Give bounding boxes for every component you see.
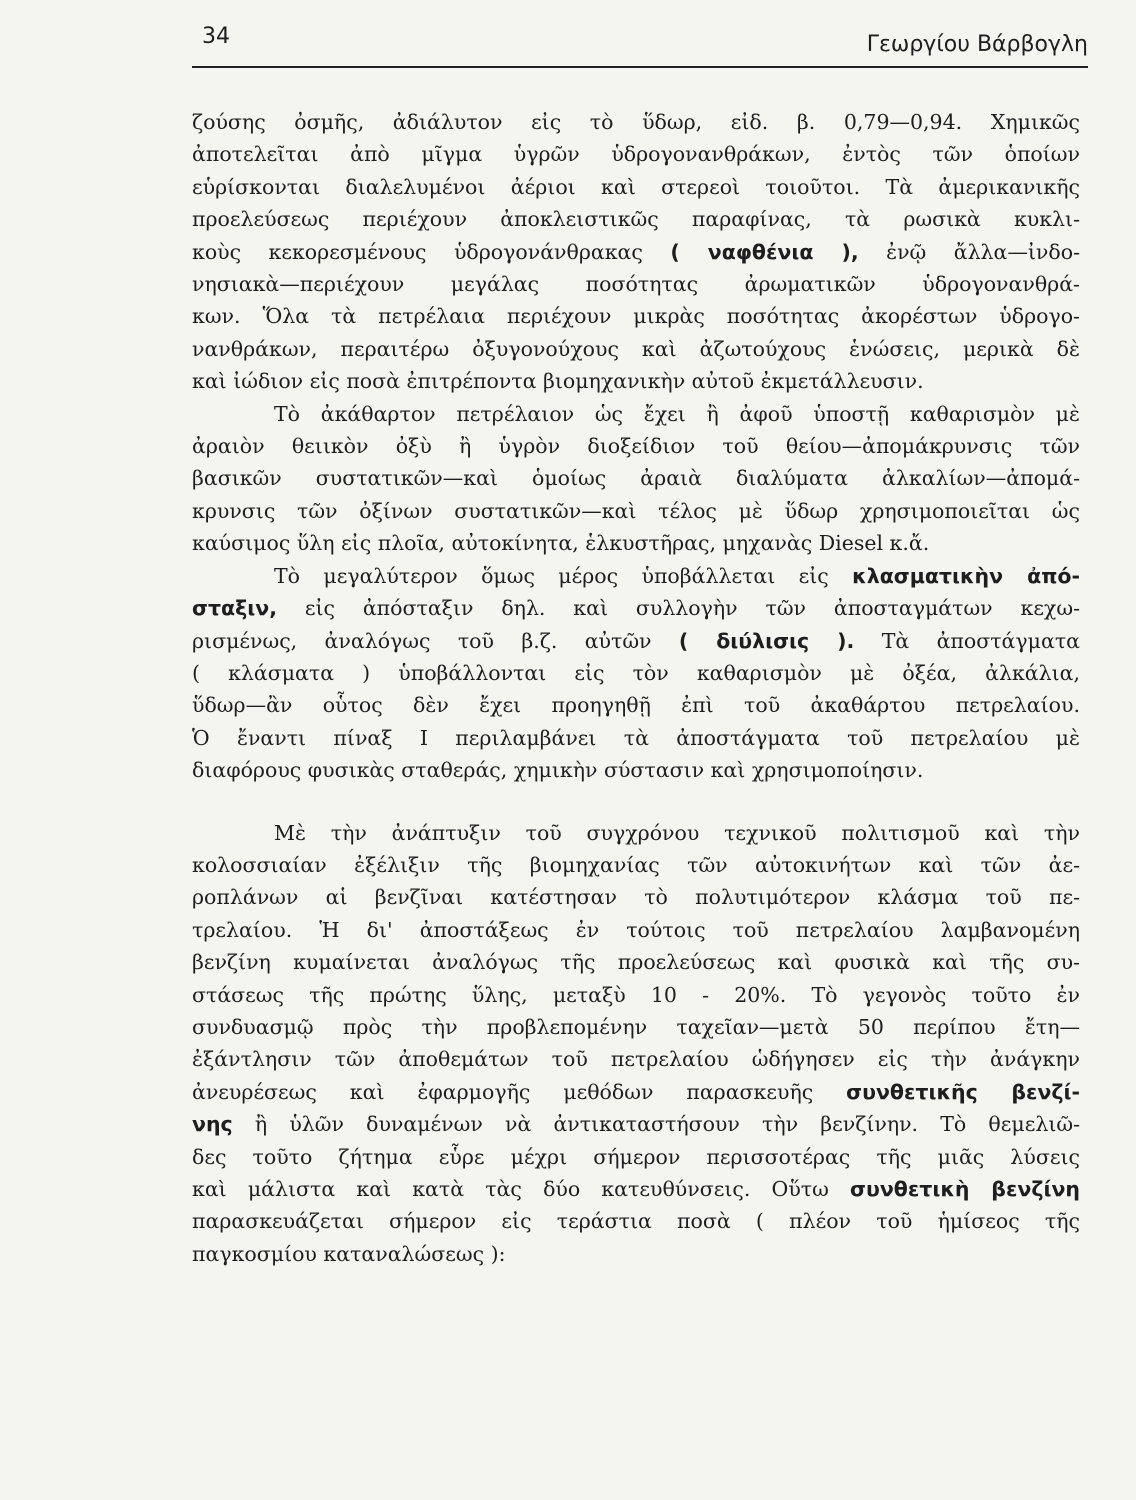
- text-line: βασικῶν συστατικῶν—καὶ ὁμοίως ἀραιὰ διαλύματα ἀλκαλίων—ἀπομά-: [192, 466, 1080, 491]
- text-line: Τὸ ἀκάθαρτον πετρέλαιον ὡς ἔχει ἢ ἀφοῦ ὑποστῇ καθαρισμὸν μὲ: [274, 401, 1080, 426]
- page-header: [192, 24, 1088, 60]
- text-line: παγκοσμίου καταναλώσεως ):: [192, 1241, 506, 1266]
- text-line: τρελαίου. Ἡ δι' ἀποστάξεως ἐν τούτοις τοῦ πετρελαίου λαμβανομένη: [192, 917, 1080, 942]
- text-line: ( κλάσματα ) ὑποβάλλονται εἰς τὸν καθαρισμὸν μὲ ὀξέα, ἀλκάλια,: [192, 660, 1080, 685]
- page-number: 34: [202, 24, 230, 49]
- text-line: [192, 625, 1080, 657]
- text-line: ἀποτελεῖται ἀπὸ μῖγμα ὑγρῶν ὑδρογονανθράκων, ἐντὸς τῶν ὁποίων: [192, 142, 1080, 167]
- text-line: ζούσης ὀσμῆς, ἀδιάλυτον εἰς τὸ ὕδωρ, εἰδ. β. 0,79—0,94. Χημικῶς: [192, 110, 1080, 134]
- text-run: εἰς ἀπόσταξιν δηλ. καὶ συλλογὴν τῶν ἀποσταγμάτων κεχω-: [276, 596, 1080, 621]
- text-line: κρυνσις τῶν ὀξίνων συστατικῶν—καὶ τέλος μὲ ὕδωρ χρησιμοποιεῖται ὡς: [192, 498, 1080, 523]
- text-run: καὶ μάλιστα καὶ κατὰ τὰς δύο κατευθύνσεις. Οὕτω: [192, 1177, 851, 1201]
- paragraph: [192, 560, 1080, 787]
- text-line: ροπλάνων αἱ βενζῖναι κατέστησαν τὸ πολυτιμότερον κλάσμα τοῦ πε-: [192, 885, 1080, 910]
- text-line: ἐξάντλησιν τῶν ἀποθεμάτων τοῦ πετρελαίου ὡδήγησεν εἰς τὴν ἀνάγκην: [192, 1047, 1080, 1072]
- section-gap: [192, 787, 1080, 817]
- text-line: Ὁ ἔναντι πίναξ I περιλαμβάνει τὰ ἀποστάγματα τοῦ πετρελαίου μὲ: [192, 725, 1080, 750]
- bold-term: συνθετικὴ βενζίνη: [850, 1177, 1080, 1201]
- text-run: ρισμένως, ἀναλόγως τοῦ β.ζ. αὐτῶν: [192, 628, 679, 653]
- text-line: [192, 1076, 1080, 1108]
- text-line: παρασκευάζεται σήμερον εἰς τεράστια ποσὰ ( πλέον τοῦ ἡμίσεος τῆς: [192, 1209, 1080, 1234]
- text-line: κων. Ὅλα τὰ πετρέλαια περιέχουν μικρὰς ποσότητας ἀκορέστων ὑδρογο-: [192, 304, 1080, 329]
- text-line: βενζίνη κυμαίνεται ἀναλόγως τῆς προελεύσεως καὶ φυσικὰ καὶ τῆς συ-: [192, 950, 1080, 975]
- text-line: ἀραιὸν θειικὸν ὀξὺ ἢ ὑγρὸν διοξείδιον τοῦ θείου—ἀπομάκρυνσις τῶν: [192, 434, 1080, 459]
- text-line: στάσεως τῆς πρώτης ὕλης, μεταξὺ 10 - 20%. Τὸ γεγονὸς τοῦτο ἐν: [192, 982, 1080, 1007]
- text-run: ἢ ὑλῶν δυναμένων νὰ ἀντικαταστήσουν τὴν βενζίνην. Τὸ θεμελιῶ-: [232, 1112, 1080, 1137]
- text-line: ὕδωρ—ἂν οὗτος δὲν ἔχει προηγηθῇ ἐπὶ τοῦ ἀκαθάρτου πετρελαίου.: [192, 693, 1080, 718]
- body-text: [192, 106, 1080, 1270]
- text-line: συνδυασμῷ πρὸς τὴν προβλεπομένην ταχεῖαν—μετὰ 50 περίπου ἔτη—: [192, 1014, 1080, 1039]
- bold-term: ( ναφθένια ),: [670, 239, 859, 264]
- text-line: [192, 236, 1080, 268]
- text-line: καύσιμος ὕλη εἰς πλοῖα, αὐτοκίνητα, ἑλκυστῆρας, μηχανὰς Diesel κ.ἄ.: [192, 531, 930, 556]
- text-run: Τὸ μεγαλύτερον ὅμως μέρος ὑποβάλλεται εἰς: [274, 563, 853, 588]
- header-rule: [192, 66, 1088, 68]
- text-line: διαφόρους φυσικὰς σταθεράς, χημικὴν σύστασιν καὶ χρησιμοποίησιν.: [192, 758, 924, 783]
- text-line: κολοσσιαίαν ἐξέλιξιν τῆς βιομηχανίας τῶν αὐτοκινήτων καὶ τῶν ἀε-: [192, 852, 1080, 877]
- text-run: ἀνευρέσεως καὶ ἐφαρμογῆς μεθόδων παρασκευῆς: [192, 1079, 847, 1104]
- text-line: καὶ ἰώδιον εἰς ποσὰ ἐπιτρέποντα βιομηχανικὴν αὐτοῦ ἐκμετάλλευσιν.: [192, 369, 924, 394]
- text-line: δες τοῦτο ζήτημα εὗρε μέχρι σήμερον περισσοτέρας τῆς μιᾶς λύσεις: [192, 1144, 1080, 1169]
- paragraph: [192, 398, 1080, 560]
- text-line: προελεύσεως περιέχουν ἀποκλειστικῶς παραφίνας, τὰ ρωσικὰ κυκλι-: [192, 207, 1080, 232]
- text-line: [192, 1173, 1080, 1205]
- text-run: ἐνῷ ἄλλα—ἰνδο-: [858, 239, 1081, 264]
- text-line: [192, 560, 1080, 592]
- running-head: Γεωργίου Βάρβογλη: [866, 32, 1088, 57]
- text-run: κοὺς κεκορεσμένους ὑδρογονάνθρακας: [192, 239, 671, 264]
- bold-term: ( διύλισις ).: [678, 628, 855, 653]
- text-run: Τὰ ἀποστάγματα: [854, 628, 1081, 653]
- paragraph: [192, 817, 1080, 1271]
- text-line: [192, 592, 1080, 624]
- text-line: [192, 1108, 1080, 1140]
- text-line: Μὲ τὴν ἀνάπτυξιν τοῦ συγχρόνου τεχνικοῦ πολιτισμοῦ καὶ τὴν: [274, 820, 1080, 845]
- bold-term: σταξιν,: [192, 596, 277, 621]
- paragraph: [192, 106, 1080, 398]
- bold-term: κλασματικὴν ἀπό-: [852, 563, 1081, 588]
- text-line: νανθράκων, περαιτέρω ὀξυγονούχους καὶ ἀζωτούχους ἑνώσεις, μερικὰ δὲ: [192, 336, 1080, 361]
- bold-term: συνθετικῆς βενζί-: [846, 1079, 1080, 1104]
- bold-term: νης: [192, 1112, 233, 1137]
- text-line: εὑρίσκονται διαλελυμένοι ἀέριοι καὶ στερεοὶ τοιοῦτοι. Τὰ ἀμερικανικῆς: [192, 174, 1080, 199]
- text-line: νησιακὰ—περιέχουν μεγάλας ποσότητας ἀρωματικῶν ὑδρογονανθρά-: [192, 272, 1080, 297]
